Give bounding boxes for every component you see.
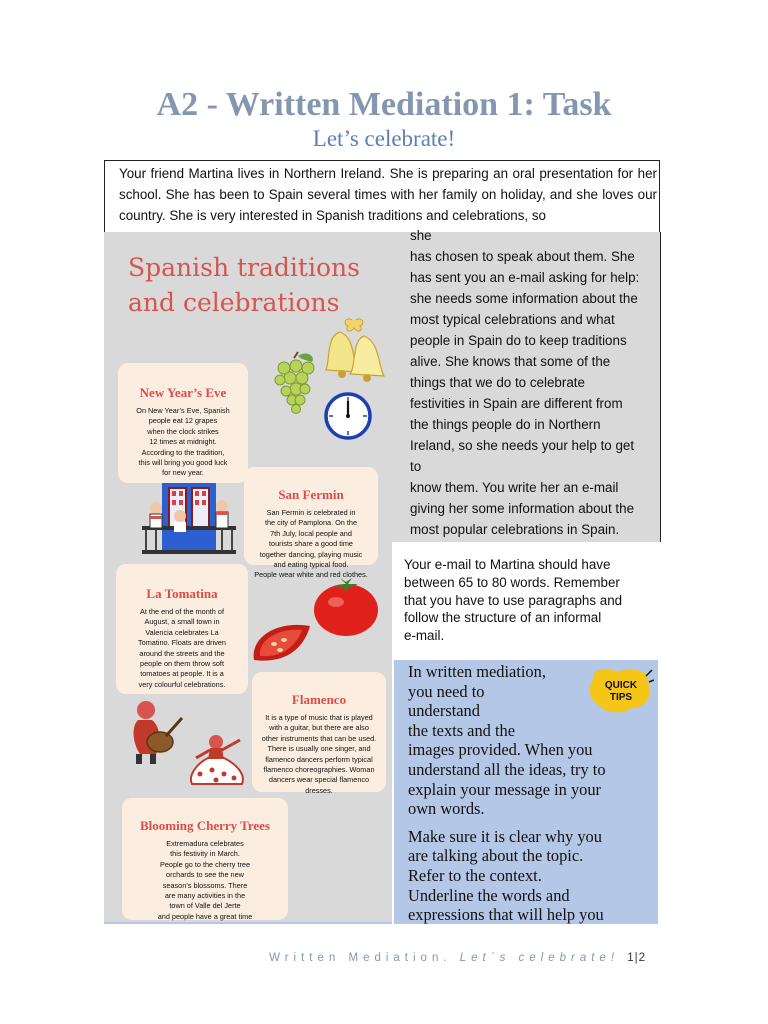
task-line: know them. You write her an e-mail: [410, 480, 619, 495]
page-number: 1|2: [627, 952, 646, 964]
card-new-years-eve: [118, 363, 248, 483]
card-title: San Fermin: [278, 487, 344, 502]
task-line: has chosen to speak about them. She: [410, 249, 635, 264]
page-title: A2 - Written Mediation 1: Task: [156, 86, 612, 123]
card-text: It is a type of music that is played with a guitar, but there are also other instruments that can be used. There is usually one singer, and flamenco dancers perform typical flamenco choreographies. Woman dancers wear special flamenco dresses.: [261, 713, 377, 795]
tips-paragraph: In written mediation, you need to understand the texts and the images provided. When you understand all the ideas, try to explain your message in your own words.: [408, 662, 606, 819]
task-line: giving her some information about the: [410, 501, 635, 516]
task-text-column: [410, 225, 660, 540]
task-line: most typical celebrations and what: [410, 312, 615, 327]
card-title: Blooming Cherry Trees: [140, 818, 270, 833]
task-line: alive. She knows that some of the: [410, 354, 611, 369]
card-flamenco: [252, 672, 386, 795]
card-text: Extremadura celebrates this festivity in March. People go to the cherry tree orchards to see the new season’s blossoms. There are many activities in the town of Valle del Jerte and people have a great time: [157, 839, 253, 921]
badge-line: TIPS: [609, 692, 633, 703]
card-title: La Tomatina: [146, 586, 218, 601]
flamenco-dancer-icon: [186, 734, 248, 786]
assignment-text: Your e-mail to Martina should have between 65 to 80 words. Remember that you have to use paragraphs and follow the structure of an informal e-mail.: [404, 557, 623, 644]
task-line: has sent you an e-mail asking for help:: [410, 270, 640, 285]
task-line: most popular celebrations in Spain.: [410, 522, 620, 537]
grapes-icon: [272, 352, 322, 414]
task-line: festivities in Spain are different from: [410, 396, 623, 411]
card-la-tomatina: [116, 564, 248, 694]
card-title: Flamenco: [291, 692, 347, 707]
page-subtitle: Let’s celebrate!: [312, 126, 456, 151]
footer-italic: Let´s celebrate!: [459, 952, 620, 964]
infographic-title-line: and celebrations: [128, 288, 340, 317]
clock-icon: [322, 392, 374, 440]
task-line: Ireland, so she needs your help to get: [410, 438, 635, 453]
card-text: On New Year’s Eve, Spanish people eat 12 grapes when the clock strikes 12 times at midnight. According to the tradition, this will bring you good luck for new year.: [136, 406, 230, 478]
task-intro-text: Your friend Martina lives in Northern Ireland. She is preparing an oral presentation for her school. She has been to Spain several times with her family on holiday, and she loves our country. She is very interested in Spanish traditions and celebrations, so: [104, 160, 660, 232]
bells-icon: [322, 316, 388, 386]
tips-paragraph: Make sure it is clear why you are talking about the topic. Refer to the context. Underline the words and expressions that will help you: [408, 826, 604, 925]
flamenco-guitarist-icon: [122, 698, 184, 764]
infographic-title: [0, 250, 392, 320]
footer-label: Written Mediation.: [269, 952, 452, 964]
quick-tips-badge-icon: [588, 668, 654, 714]
tomato-icon: [312, 578, 380, 638]
tomato-slice-icon: [250, 620, 314, 664]
card-blooming-cherry-trees: [122, 798, 288, 920]
card-san-fermin: [244, 467, 378, 580]
page-footer: [269, 952, 646, 964]
task-line: she needs some information about the: [410, 291, 638, 306]
card-title: New Year’s Eve: [139, 385, 227, 400]
balcony-icon: [142, 482, 236, 558]
card-text: At the end of the month of August, a small town in Valencia celebrates La Tomatino. Floats are driven around the streets and the people on them throw soft tomatoes at people. It is a very colourful celebrations.: [137, 607, 226, 689]
card-text: San Fermin is celebrated in the city of Pamplona. On the 7th July, local people and tourists share a good time together dancing, playing music and eating typical food. People wear white and red clothes.: [254, 508, 368, 580]
task-line: to: [410, 459, 422, 474]
infographic-title-line: Spanish traditions: [128, 253, 360, 282]
task-line: people in Spain do to keep traditions: [410, 333, 627, 348]
badge-line: QUICK: [604, 680, 638, 691]
task-line: she: [410, 228, 432, 243]
task-line: things that we do to celebrate: [410, 375, 585, 390]
task-line: the things people do in Northern: [410, 417, 601, 432]
